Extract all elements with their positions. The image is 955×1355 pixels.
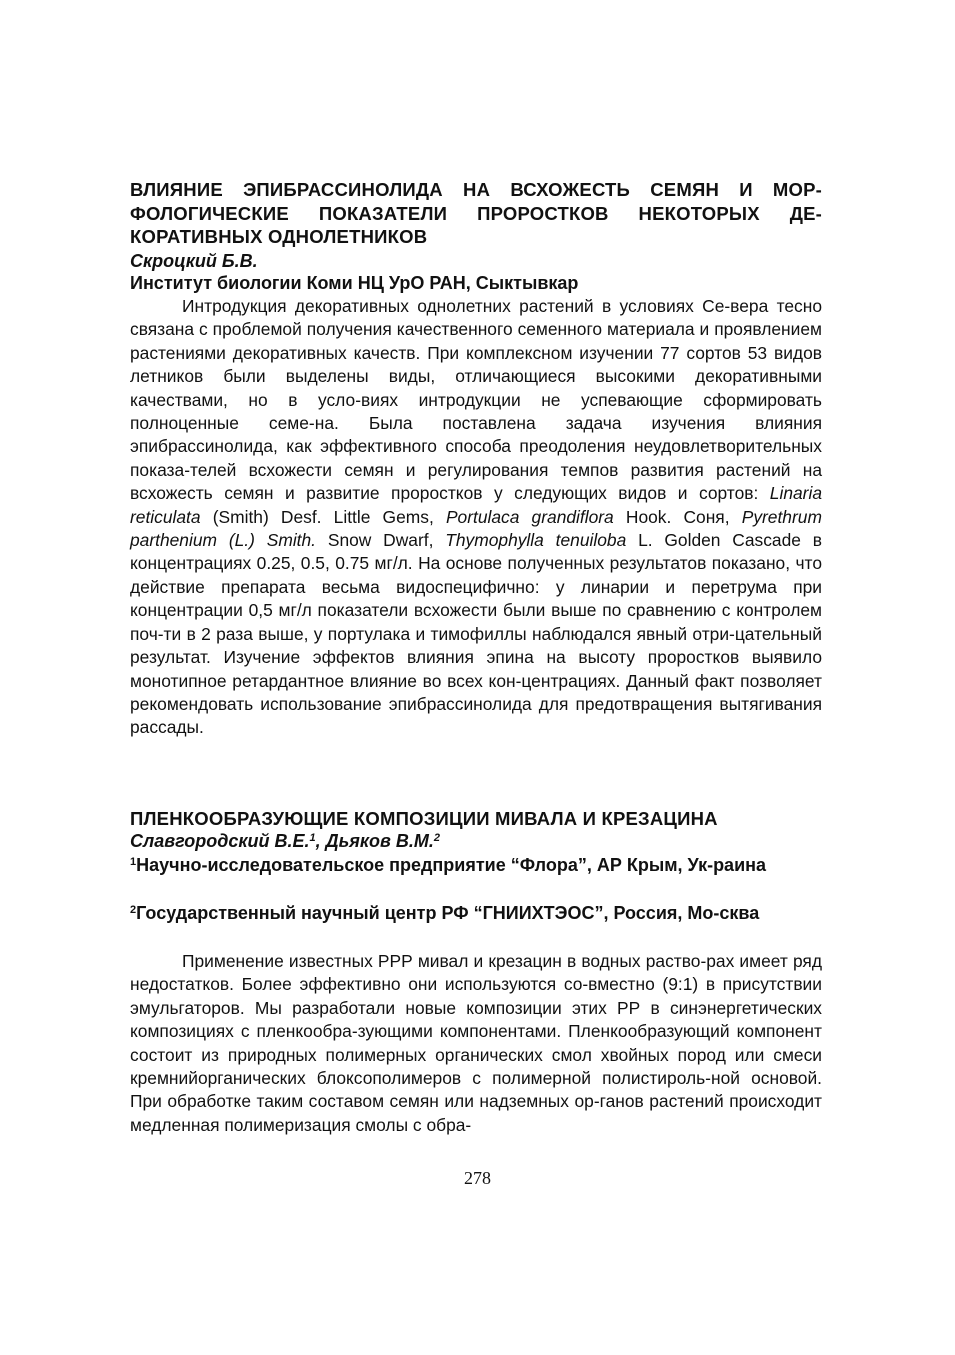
article-1-body-text-3: Hook. Соня, xyxy=(625,506,730,527)
article-1-body-text-5: L. Golden Cascade в концентрациях 0.25, 0.5, 0.75 мг/л. На основе полученных результатов показано, что действие препарата весьма видоспецифично: у линарии и перетрума при концентрации 0,5 мг/л показатели всхожести были выше по сравнению с контролем поч-ти в 2 раза выше, у портулака и тимофиллы наблюдался явный отри-цательный результат. Изучение эффектов влияния эпина на высоту проростков выявило монотипное ретардантное влияние во всех кон-центрациях. Данный факт позволяет рекомендовать использование эпибрассинолида для предотвращения вытягивания рассады. xyxy=(130,530,822,738)
article-1-author: Скроцкий Б.В. xyxy=(130,251,258,271)
article-2-affiliation-2 xyxy=(130,902,822,926)
species-pyrethrum: Pyrethrum parthenium (L.) Smith. xyxy=(130,506,822,551)
article-2-author-2: Дьяков В.М. xyxy=(325,831,434,851)
article-2-authors: Славгородский В.Е.$^1$, Дьяков В.М.$^2$ xyxy=(130,831,441,851)
author-2-footnote-mark: 2 xyxy=(433,832,441,844)
article-1-body-text-2: (Smith) Desf. Little Gems, xyxy=(212,506,434,527)
page-number: 278 xyxy=(464,1168,491,1188)
affiliation-2-text: Государственный научный центр РФ “ГНИИХТЭОС”, Россия, Мо-сква xyxy=(136,903,760,923)
article-1-title: ВЛИЯНИЕ ЭПИБРАССИНОЛИДА НА ВСХОЖЕСТЬ СЕМЯН И МОР-ФОЛОГИЧЕСКИЕ ПОКАЗАТЕЛИ ПРОРОСТКОВ НЕКОТОРЫХ ДЕ-КОРАТИВНЫХ ОДНОЛЕТНИКОВ xyxy=(130,179,822,247)
species-thymophylla: Thymophylla tenuiloba xyxy=(445,530,627,551)
affiliation-1-text: Научно-исследовательское предприятие “Флора”, АР Крым, Ук-раина xyxy=(136,855,767,875)
article-1-body-text-4: Snow Dwarf, xyxy=(327,530,434,551)
species-linaria: Linaria reticulata xyxy=(130,483,822,527)
article-1-body-text-1: Интродукция декоративных однолетних растений в условиях Се-вера тесно связана с проблемой получения качественного семенного материала и проявлением растениями декоративных качеств. При комплексном изучении 77 сортов 53 видов летников были выделены виды, отличающиеся высокими декоративными качествами, но в усло-виях интродукции не успевающие сформировать полноценные семе-на. Была поставлена задача изучения влияния эпибрассинолида, как эффективного способа преодоления неудовлетворительных показа-телей всхожести семян и регулирования темпов развития растений на всхожесть семян и развитие проростков у следующих видов и сортов: xyxy=(130,296,822,504)
article-1-affiliation: Институт биологии Коми НЦ УрО РАН, Сыктывкар xyxy=(130,273,579,293)
affiliation-2-mark: 2 xyxy=(130,904,137,916)
article-2-body: Применение известных РРР мивал и крезацин в водных раство-рах имеет ряд недостатков. Более эффективно они используются со-вместно (9:1) в присутствии эмульгаторов. Мы разработали новые композиции этих РР в синэнергетических композициях с пленкообра-зующими компонентами. Пленкообразующий компонент состоит из природных полимерных органических смол хвойных пород или смеси кремнийорганических блоксополимеров с полимерной полистироль-ной основой. При обработке таким составом семян или надземных ор-ганов растений происходит медленная полимеризация смолы с обра- xyxy=(130,951,822,1135)
author-1-footnote-mark: 1 xyxy=(309,832,316,844)
article-1-body xyxy=(130,295,822,740)
article-2-title: ПЛЕНКООБРАЗУЮЩИЕ КОМПОЗИЦИИ МИВАЛА И КРЕЗАЦИНА xyxy=(130,808,718,829)
article-2-author-1: Славгородский В.Е. xyxy=(130,831,310,851)
article-2-affiliation-1 xyxy=(130,854,822,878)
affiliation-1-mark: 1 xyxy=(130,856,137,868)
species-portulaca: Portulaca grandiflora xyxy=(445,506,614,527)
